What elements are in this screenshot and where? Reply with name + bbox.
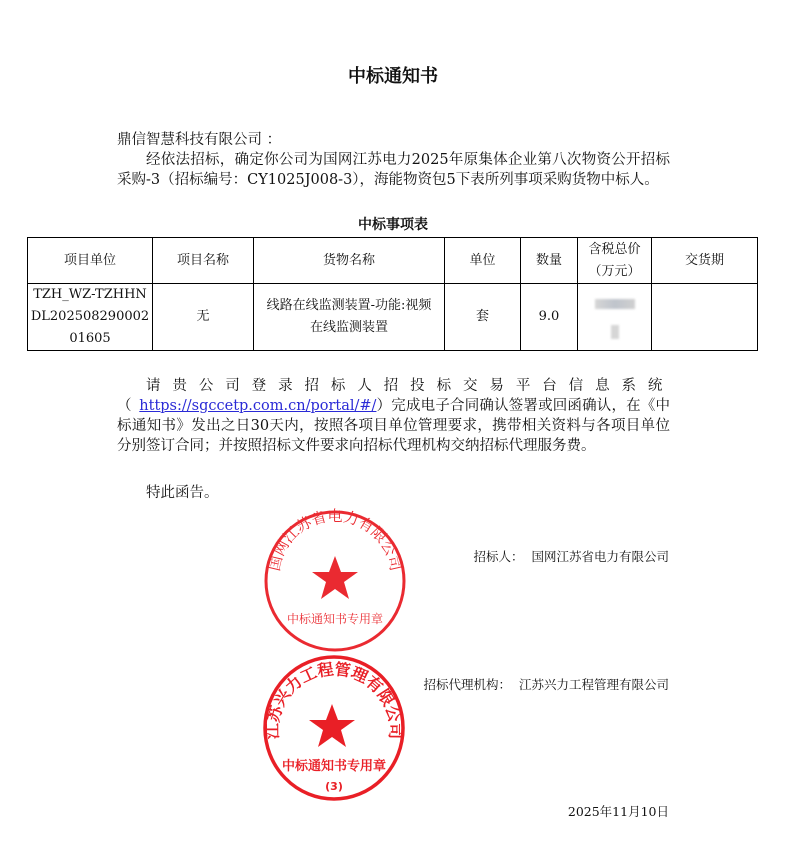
- tenderer-seal-icon: [262, 508, 408, 654]
- cell-goods: 线路在线监测装置-功能:视频在线监测装置: [254, 284, 445, 351]
- header-cell: 项目单位: [28, 238, 153, 284]
- table-caption: 中标事项表: [358, 217, 428, 233]
- addressee: 鼎信智慧科技有限公司 ：: [117, 132, 282, 148]
- closing: 特此函告。: [146, 485, 219, 501]
- svg-text:国网江苏省电力有限公司: 国网江苏省电力有限公司: [265, 508, 405, 573]
- tenderer-label: 招标人：: [473, 549, 524, 564]
- svg-text:(3): (3): [325, 780, 343, 793]
- svg-text:中标通知书专用章: 中标通知书专用章: [286, 612, 384, 626]
- cell-unit: TZH_WZ-TZHHNDL20250829000201605: [28, 284, 153, 351]
- agency-name: 江苏兴力工程管理有限公司: [518, 677, 669, 692]
- cell-price-redacted: [578, 284, 652, 351]
- tenderer-name: 国网江苏省电力有限公司: [531, 549, 669, 564]
- paragraph-award: 经依法招标，确定你公司为国网江苏电力2025年原集体企业第八次物资公开招标采购-3（招标编号：CY1025J008-3），海能物资包5下表所列事项采购货物中标人。: [117, 152, 670, 188]
- svg-text:江苏兴力工程管理有限公司: 江苏兴力工程管理有限公司: [262, 659, 406, 740]
- paragraph-instructions: [117, 376, 670, 456]
- instructions-rest: ）完成电子合同确认签署或回函确认，在《中标通知书》发出之日30天内，按照各项目单位管理要求，携带相关资料与各项目单位分别签订合同；并按照招标文件要求向招标代理机构交纳招标代理服务费。: [117, 398, 670, 454]
- cell-project: 无: [153, 284, 254, 351]
- document-title: 中标通知书: [348, 66, 438, 87]
- award-items-table: [27, 237, 758, 351]
- header-cell: 数量: [521, 238, 578, 284]
- header-cell: 含税总价（万元）: [578, 238, 652, 284]
- agency-seal-icon: [262, 654, 406, 802]
- agency-signature: [424, 675, 669, 693]
- table-header-row: [28, 238, 758, 284]
- cell-delivery: [652, 284, 758, 351]
- cell-measure: 套: [445, 284, 521, 351]
- header-cell: 货物名称: [254, 238, 445, 284]
- header-cell: 单位: [445, 238, 521, 284]
- tenderer-signature: [474, 547, 669, 565]
- issue-date: 2025年11月10日: [567, 804, 669, 819]
- header-cell: 交货期: [652, 238, 758, 284]
- svg-text:中标通知书专用章: 中标通知书专用章: [281, 759, 387, 774]
- cell-quantity: 9.0: [521, 284, 578, 351]
- instructions-lead: 请贵公司登录招标人招投标交易平台信息系统（: [117, 378, 670, 414]
- header-cell: 项目名称: [153, 238, 254, 284]
- platform-link[interactable]: https://sgccetp.com.cn/portal/#/: [139, 398, 377, 414]
- agency-label: 招标代理机构：: [423, 677, 512, 692]
- table-row: [28, 284, 758, 351]
